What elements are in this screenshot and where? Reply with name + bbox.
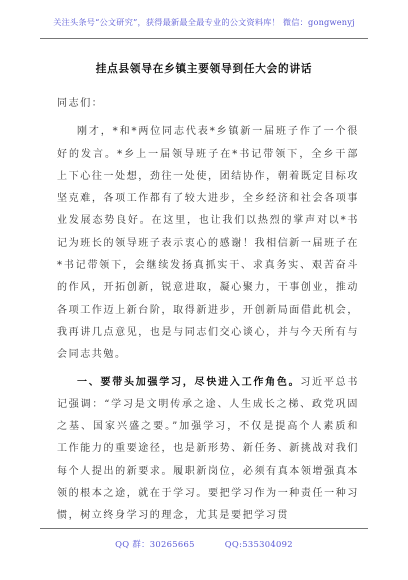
- footer-contact: [0, 538, 408, 550]
- header-divider: [40, 38, 368, 39]
- document-title: 挂点县领导在乡镇主要领导到任大会的讲话: [95, 63, 313, 75]
- paragraph-section-1: [57, 372, 359, 528]
- section-1-text: 习近平总书记强调：“学习是文明传承之途、人生成长之梯、政党巩固之基、国家兴盛之要。”加强学习，不仅是提高个人素质和工作能力的重要途径，也是新形势、新任务、新挑战对我们每个人提出的新要求。履职新岗位，必须有真本领增强真本领的根本之途，就在于学习。要把学习作为一种责任一种习惯，树立终身学习的理念，尤其是要把学习贯: [57, 376, 359, 522]
- header-promo-note: 关注头条号“公文研究”，获得最新最全最专业的公文资料库！ 微信：gongwenyj: [53, 17, 355, 27]
- section-1-heading: 一、要带头加强学习，尽快进入工作角色。: [77, 376, 301, 388]
- footer-divider: [40, 528, 368, 529]
- footer-qq-group: QQ 群：30265665: [115, 539, 195, 549]
- salutation: 同志们：: [57, 98, 104, 109]
- footer-qq-number: QQ:535304092: [224, 539, 293, 549]
- paragraph-opening: 刚才，*和*两位同志代表*乡镇新一届班子作了一个很好的发言。*乡上一届领导班子在*书记带领下，全乡干部上下心往一处想，劲往一处使，团结协作，朝着既定目标攻坚克难，各项工作都有了较大进步，全乡经济和社会各项事业发展态势良好。在这里，也让我们以热烈的掌声对以*书记为班长的领导班子表示衷心的感谢！我相信新一届班子在*书记带领下，会继续发扬真抓实干、求真务实、艰苦奋斗的作风，开拓创新，锐意进取，凝心聚力，干事创业，推动各项工作迈上新台阶，取得新进步，开创新局面借此机会，我再讲几点意见，也是与同志们交心谈心，并与今天所有与会同志共勉。: [57, 126, 359, 361]
- document-body: [57, 93, 359, 528]
